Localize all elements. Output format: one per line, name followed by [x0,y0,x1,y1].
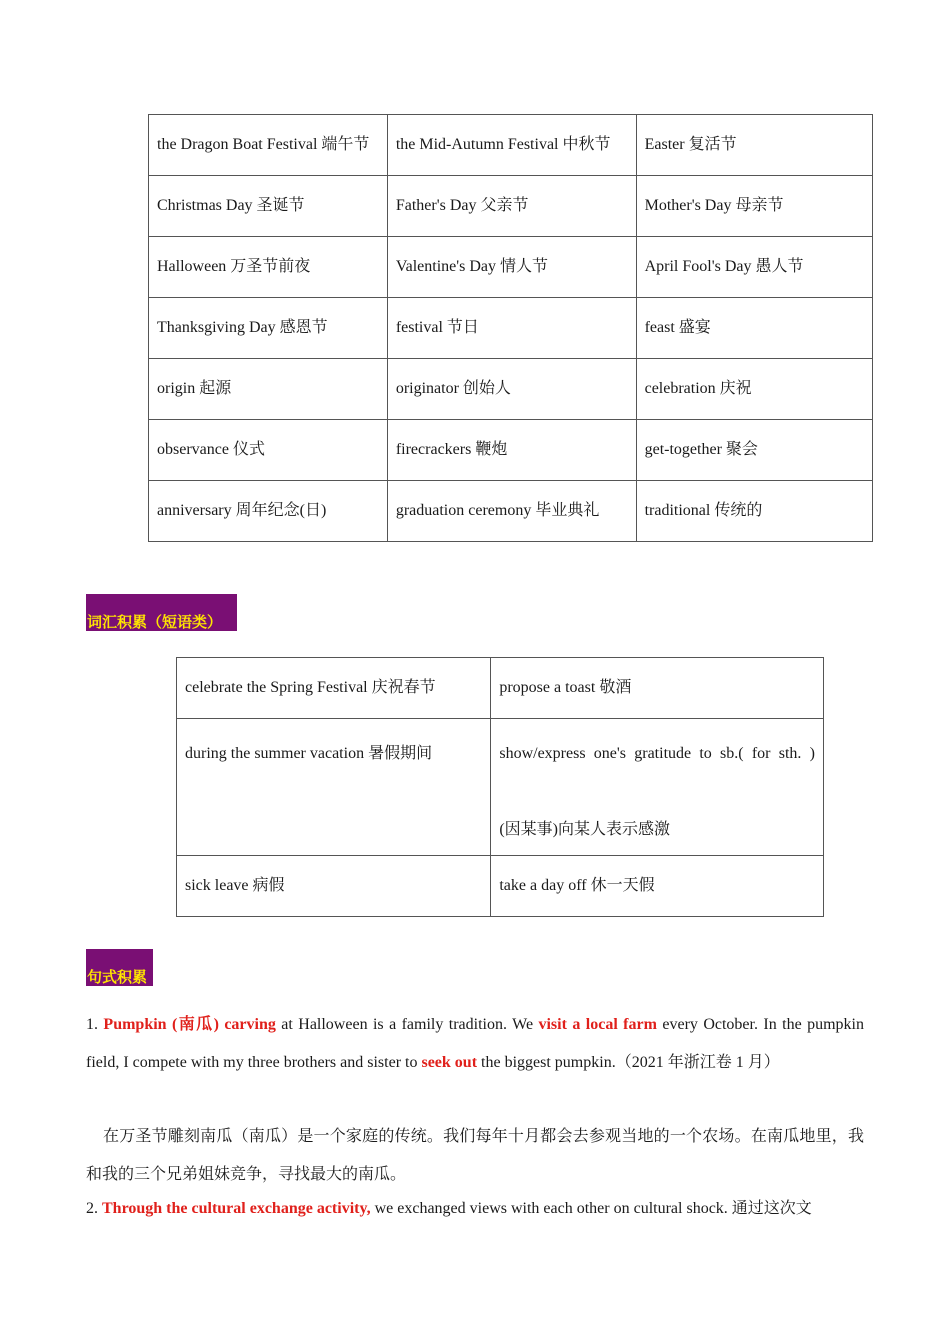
sentence-1-translation: 在万圣节雕刻南瓜（南瓜）是一个家庭的传统。我们每年十月都会去参观当地的一个农场。在南瓜地里，我和我的三个兄弟姐妹竞争，寻找最大的南瓜。 [86,1128,864,1183]
table-cell: Valentine's Day 情人节 [387,237,636,298]
sentence-number: 1. [86,1016,98,1033]
highlight-phrase: Through the cultural exchange activity, [102,1200,371,1217]
table-cell: observance 仪式 [149,420,388,481]
table-cell: propose a toast 敬酒 [491,658,824,719]
sentence-number: 2. [86,1200,98,1217]
table-row [149,420,873,481]
highlight-phrase: seek out [421,1054,478,1071]
phrases-table [176,657,824,917]
table-cell: origin 起源 [149,359,388,420]
table-cell: celebrate the Spring Festival 庆祝春节 [177,658,491,719]
table-row [149,176,873,237]
table-cell: feast 盛宴 [636,298,872,359]
cell-text-line-1: show/express one's gratitude to sb.( for sth. ) [499,745,815,762]
table-row [149,481,873,542]
table-cell [177,719,491,856]
table-row [149,298,873,359]
table-row [149,115,873,176]
highlight-phrase: visit a local farm [538,1016,657,1033]
table-cell: Christmas Day 圣诞节 [149,176,388,237]
table-cell: graduation ceremony 毕业典礼 [387,481,636,542]
table-cell [491,719,824,856]
table-cell: April Fool's Day 愚人节 [636,237,872,298]
table-cell: take a day off 休一天假 [491,856,824,917]
table-cell: get-together 聚会 [636,420,872,481]
sentence-2 [86,1190,864,1228]
table-cell: firecrackers 鞭炮 [387,420,636,481]
table-cell: Easter 复活节 [636,115,872,176]
table-row [177,658,824,719]
table-cell: festival 节日 [387,298,636,359]
table-row [149,359,873,420]
table-row [177,719,824,856]
table-cell: Halloween 万圣节前夜 [149,237,388,298]
table-cell: Father's Day 父亲节 [387,176,636,237]
sentence-text: we exchanged views with each other on cultural shock. 通过这次文 [370,1200,812,1217]
table-cell: anniversary 周年纪念(日) [149,481,388,542]
table-cell: Thanksgiving Day 感恩节 [149,298,388,359]
table-cell: the Mid-Autumn Festival 中秋节 [387,115,636,176]
cell-text-line-2: (因某事)向某人表示感激 [499,821,671,838]
sentences-section-banner: 句式积累 [86,949,153,986]
table-cell: originator 创始人 [387,359,636,420]
table-row [177,856,824,917]
phrases-section-banner: 词汇积累（短语类） [86,594,237,631]
table-cell: traditional 传统的 [636,481,872,542]
sentence-text: at Halloween is a family tradition. We [275,1016,539,1033]
table-cell: the Dragon Boat Festival 端午节 [149,115,388,176]
table-cell: Mother's Day 母亲节 [636,176,872,237]
table-row [149,237,873,298]
highlight-phrase: Pumpkin (南瓜) carving [103,1016,276,1033]
festival-vocabulary-table [148,114,873,542]
sentence-text: every October. In the pumpkin field, I compete with my three brothers and sister to [86,1016,865,1071]
sentence-1-english [86,1006,864,1082]
table-cell: sick leave 病假 [177,856,491,917]
sentence-text: the biggest pumpkin.（2021 年浙江卷 1 月） [477,1054,780,1071]
cell-text: during the summer vacation 暑假期间 [185,745,433,762]
table-cell: celebration 庆祝 [636,359,872,420]
